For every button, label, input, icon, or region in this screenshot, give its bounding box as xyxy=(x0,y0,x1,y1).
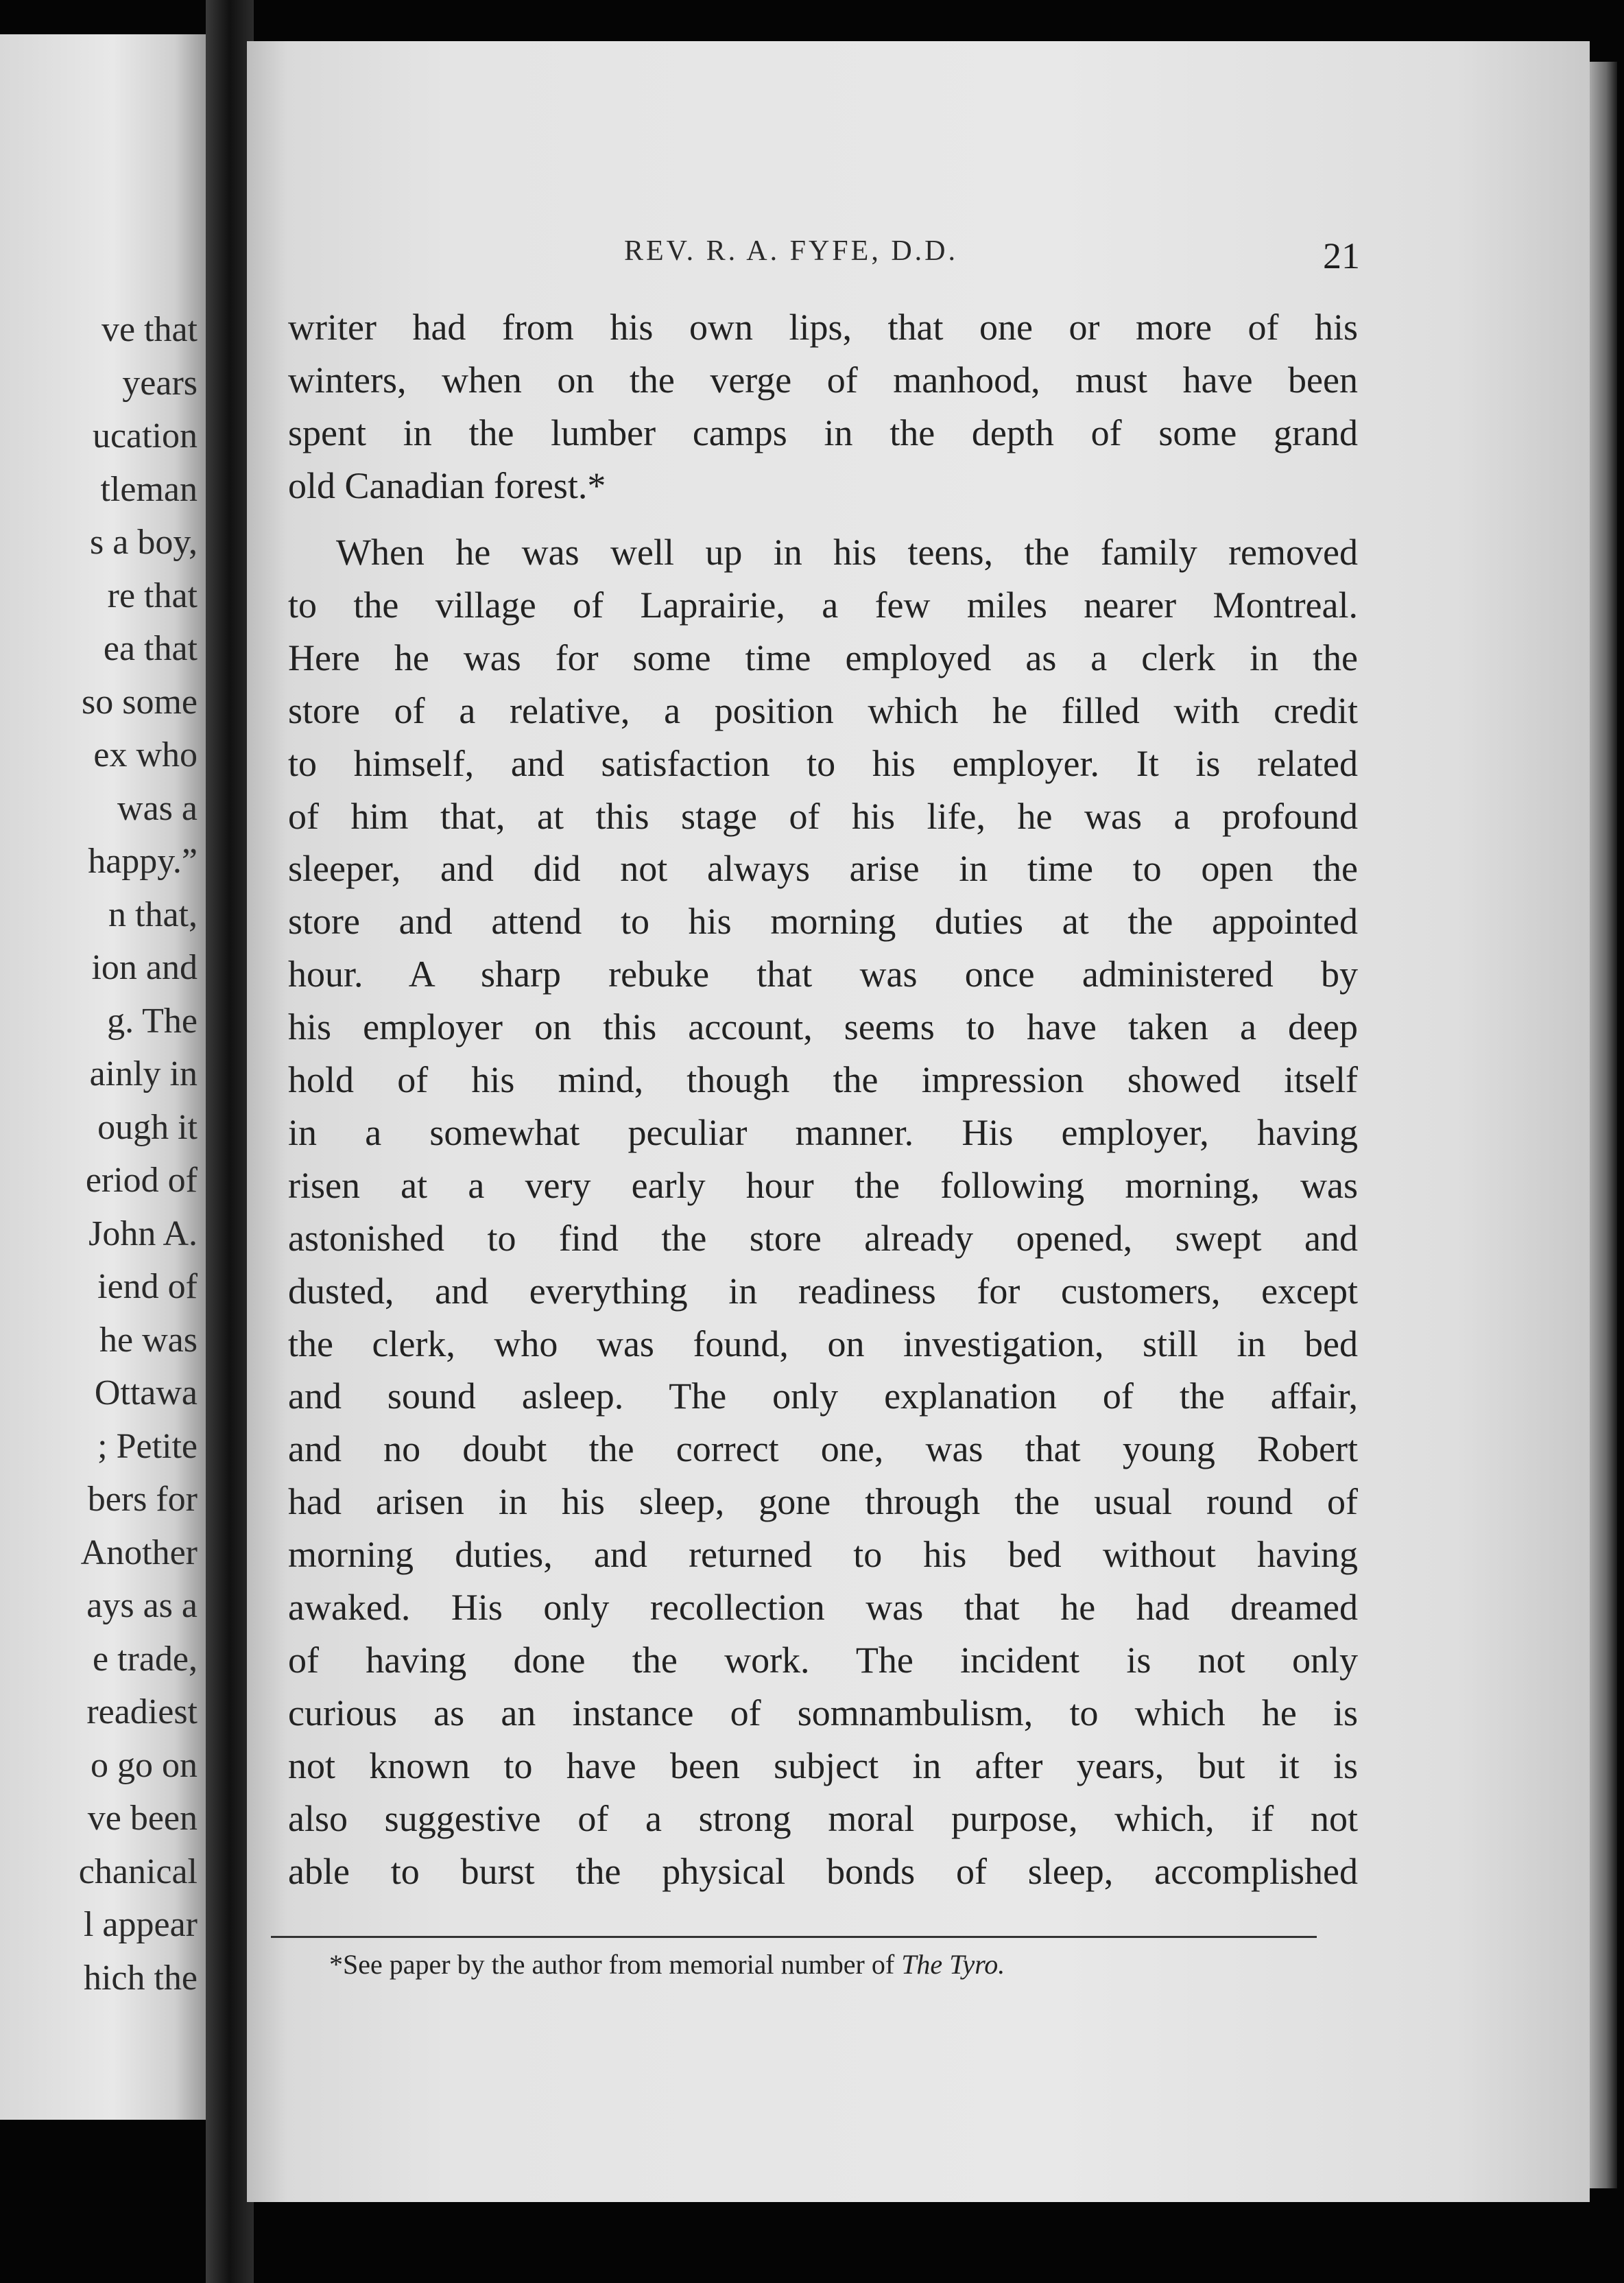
footnote xyxy=(329,1948,1005,1980)
body-line: also suggestive of a strong moral purpose, which, if not xyxy=(288,1797,1358,1839)
body-line: his employer on this account, seems to have taken a deep xyxy=(288,1006,1358,1048)
body-line: dusted, and everything in readiness for customers, except xyxy=(288,1270,1358,1312)
left-page-line: l appear xyxy=(83,1905,198,1944)
body-line: astonished to find the store already opened, swept and xyxy=(288,1217,1358,1259)
footnote-rule xyxy=(271,1936,1317,1938)
left-page-line: was a xyxy=(117,788,198,828)
body-line: When he was well up in his teens, the family removed xyxy=(336,532,1358,573)
left-page-line: bers for xyxy=(87,1480,198,1519)
body-line: in a somewhat peculiar manner. His employer, having xyxy=(288,1111,1358,1153)
left-page-line: s a boy, xyxy=(90,523,198,562)
left-page-line: ve that xyxy=(101,310,198,349)
body-line: writer had from his own lips, that one or more of his xyxy=(288,307,1358,348)
left-page-line: ex who xyxy=(93,735,198,774)
body-line: to the village of Laprairie, a few miles nearer Montreal. xyxy=(288,584,1358,626)
left-page-line: re that xyxy=(107,576,198,615)
left-page-line: tleman xyxy=(100,469,198,509)
left-page-line: years xyxy=(122,363,198,403)
body-line: old Canadian forest.* xyxy=(288,465,606,506)
footnote-text: *See paper by the author from memorial number of xyxy=(329,1949,902,1980)
body-line: store of a relative, a position which he filled with credit xyxy=(288,689,1358,731)
left-page-line: ion and xyxy=(91,948,198,987)
body-line: sleeper, and did not always arise in time to open the xyxy=(288,848,1358,890)
left-page-line: e trade, xyxy=(92,1639,198,1679)
body-line: and no doubt the correct one, was that young Robert xyxy=(288,1428,1358,1470)
footnote-title: The Tyro. xyxy=(901,1949,1005,1980)
left-page-line: o go on xyxy=(91,1745,198,1785)
body-line: curious as an instance of somnambulism, to which he is xyxy=(288,1692,1358,1734)
page-edge xyxy=(1590,62,1617,2188)
body-line: store and attend to his morning duties at the appointed xyxy=(288,901,1358,943)
body-line: not known to have been subject in after years, but it is xyxy=(288,1744,1358,1786)
body-line: the clerk, who was found, on investigation, still in bed xyxy=(288,1323,1358,1364)
body-line: had arisen in his sleep, gone through the usual round of xyxy=(288,1481,1358,1523)
left-page-line: iend of xyxy=(97,1267,198,1306)
left-page-line: John A. xyxy=(88,1214,198,1253)
left-page-line: so some xyxy=(82,682,198,722)
running-head: REV. R. A. FYFE, D.D. xyxy=(624,235,958,267)
left-page-line: ough it xyxy=(97,1107,198,1147)
left-page-line: ea that xyxy=(103,629,198,668)
left-page-line: ; Petite xyxy=(97,1426,198,1466)
body-line: spent in the lumber camps in the depth of some grand xyxy=(288,412,1358,453)
left-page-fragment xyxy=(0,34,206,2120)
body-line: risen at a very early hour the following morning, was xyxy=(288,1164,1358,1206)
left-page-line: n that, xyxy=(108,895,198,934)
left-page-line: ucation xyxy=(92,416,198,456)
left-page-line: ainly in xyxy=(89,1054,198,1093)
left-page-line: g. The xyxy=(107,1001,198,1041)
left-page-line: ve been xyxy=(87,1799,198,1838)
left-page-line: Ottawa xyxy=(94,1373,198,1412)
body-line: to himself, and satisfaction to his employer. It is related xyxy=(288,742,1358,784)
body-line: hour. A sharp rebuke that was once administered by xyxy=(288,954,1358,995)
body-line: able to burst the physical bonds of sleep, accomplished xyxy=(288,1850,1358,1892)
body-line: of having done the work. The incident is not only xyxy=(288,1639,1358,1681)
left-page-line: hich the xyxy=(83,1958,198,1998)
body-line: hold of his mind, though the impression showed itself xyxy=(288,1059,1358,1100)
page-number: 21 xyxy=(1323,235,1360,276)
left-page-line: eriod of xyxy=(85,1161,198,1200)
body-line: awaked. His only recollection was that he had dreamed xyxy=(288,1587,1358,1628)
left-page-line: Another xyxy=(80,1533,198,1572)
body-line: and sound asleep. The only explanation of the affair, xyxy=(288,1375,1358,1417)
body-line: morning duties, and returned to his bed without having xyxy=(288,1534,1358,1576)
left-page-line: he was xyxy=(99,1320,198,1360)
left-page-line: happy.” xyxy=(88,842,198,881)
body-line: Here he was for some time employed as a clerk in the xyxy=(288,637,1358,678)
left-page-line: ays as a xyxy=(86,1586,198,1625)
left-page-line: readiest xyxy=(86,1692,198,1731)
left-page-line: chanical xyxy=(78,1852,198,1891)
body-line: winters, when on the verge of manhood, must have been xyxy=(288,359,1358,401)
body-line: of him that, at this stage of his life, he was a profound xyxy=(288,795,1358,837)
